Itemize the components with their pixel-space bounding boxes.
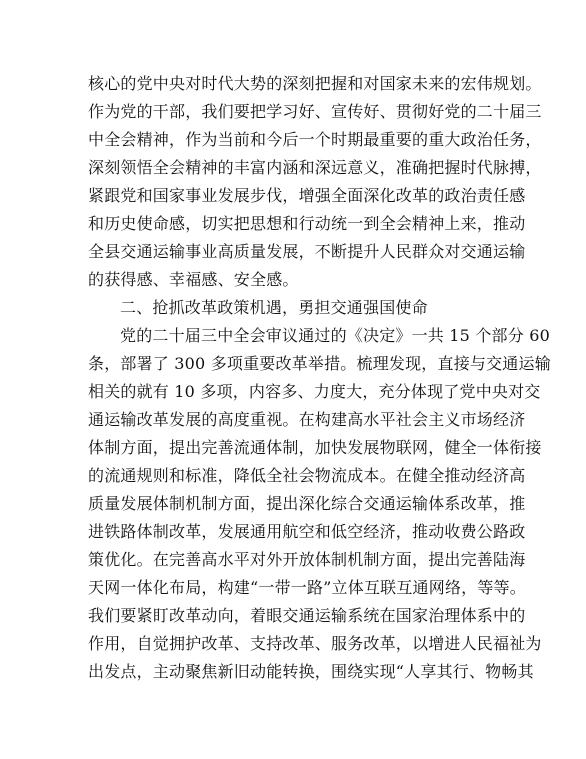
text-line: 我们要紧盯改革动向，着眼交通运输系统在国家治理体系中的: [88, 606, 526, 625]
text-line: 相关的就有 10 多项，内容多、力度大，充分体现了党中央对交: [88, 382, 541, 401]
text-line: 中全会精神，作为当前和今后一个时期最重要的重大政治任务，: [88, 130, 542, 149]
text-line: 核心的党中央对时代大势的深刻把握和对国家未来的宏伟规划。: [88, 74, 542, 93]
text-line: 全县交通运输事业高质量发展，不断提升人民群众对交通运输: [88, 242, 526, 261]
text-line: 的获得感、幸福感、安全感。: [88, 270, 299, 289]
text-line: 紧跟党和国家事业发展步伐，增强全面深化改革的政治责任感: [88, 186, 526, 205]
text-line: 体制方面，提出完善流通体制，加快发展物联网，健全一体衔接: [88, 438, 542, 457]
text-line: 作用，自觉拥护改革、支持改革、服务改革，以增进人民福祉为: [88, 634, 542, 653]
text-line: 进铁路体制改革，发展通用航空和低空经济，推动收费公路政: [88, 522, 526, 541]
section-heading: 二、抢抓改革政策机遇，勇担交通强国使命: [120, 298, 428, 317]
text-line: 作为党的干部，我们要把学习好、宣传好、贯彻好党的二十届三: [88, 102, 542, 121]
text-line: 的流通规则和标准，降低全社会物流成本。在健全推动经济高: [88, 466, 526, 485]
text-line: 通运输改革发展的高度重视。在构建高水平社会主义市场经济: [88, 410, 526, 429]
text-line: 条，部署了 300 多项重要改革举措。梳理发现，直接与交通运输: [88, 354, 551, 373]
text-line: 党的二十届三中全会审议通过的《决定》一共 15 个部分 60: [120, 326, 550, 345]
text-line: 出发点，主动聚焦新旧动能转换，围绕实现“人享其行、物畅其: [88, 662, 534, 681]
text-line: 深刻领悟全会精神的丰富内涵和深远意义，准确把握时代脉搏，: [88, 158, 542, 177]
text-line: 和历史使命感，切实把思想和行动统一到全会精神上来，推动: [88, 214, 526, 233]
text-line: 质量发展体制机制方面，提出深化综合交通运输体系改革，推: [88, 494, 526, 513]
text-line: 天网一体化布局，构建“一带一路”立体互联互通网络，等等。: [88, 578, 526, 597]
text-line: 策优化。在完善高水平对外开放体制机制方面，提出完善陆海: [88, 550, 526, 569]
